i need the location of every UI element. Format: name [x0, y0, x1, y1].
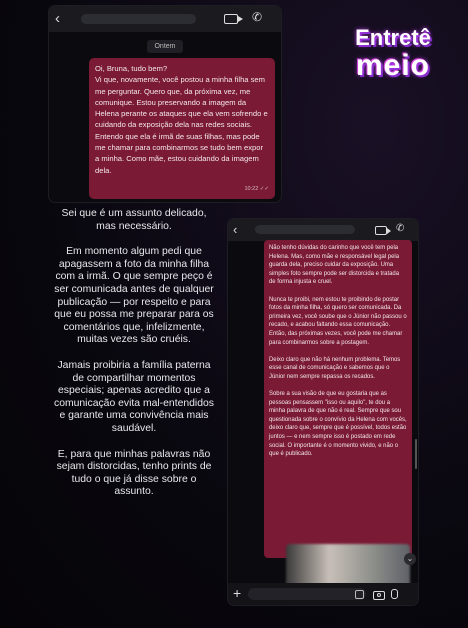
- microphone-icon[interactable]: [391, 589, 398, 599]
- message-line: Não tenho dúvidas do carinho que você tem pela Helena. Mas, como mãe e responsável legal pela guarda dela, preciso cuidar da exposição. Uma simples foto sempre pode ser distorcida e tratada de forma injusta e cruel.: [269, 245, 400, 286]
- message-input-bar: [228, 583, 418, 605]
- plus-icon[interactable]: +: [233, 585, 242, 601]
- message-line: Sobre a sua visão de que eu gostaria que as pessoas pensassem "isso ou aquilo", te dou a minha palavra de que não é real. Sempre que sou questionada sobre o convívio da Helena com vocês, deixo claro que, sempre que é possível, todos estão juntos — e nem sempre isso é postado em rede social. O importante é o momento vivido, e não o que é publicado.: [269, 391, 407, 458]
- date-chip: Ontem: [147, 40, 183, 53]
- back-icon[interactable]: ‹: [55, 10, 60, 27]
- video-call-icon[interactable]: [224, 14, 238, 24]
- message-bubble: [264, 240, 412, 558]
- phone-call-icon[interactable]: ✆: [252, 10, 263, 24]
- redacted-contact-name: [81, 14, 196, 24]
- phone-call-icon[interactable]: ✆: [396, 223, 405, 234]
- back-icon[interactable]: ‹: [233, 222, 238, 237]
- message-bubble: [89, 58, 275, 199]
- scroll-down-icon[interactable]: ⌄: [404, 553, 416, 565]
- chat-screenshot-bottom: [228, 219, 418, 605]
- message-line: Oi, Bruna, tudo bem?: [95, 64, 168, 73]
- statement-text: [54, 208, 214, 512]
- entretemeio-logo: [339, 26, 447, 88]
- message-line: Vi que, novamente, você postou a minha filha sem me perguntar. Quero que, da próxima vez, me comunique. Estou preservando a imagem da Helena perante os ataques que ela vem sofrendo e cuidando da exposição dela nas redes sociais. Entendo que ela é irmã de suas filhas, mas pode me chamar para combinarmos se tudo bem expor a minha. Como mãe, estou cuidando da imagem dela.: [95, 75, 268, 175]
- sticker-icon[interactable]: [355, 590, 364, 599]
- message-input[interactable]: [248, 588, 366, 600]
- chat-header: [228, 219, 418, 241]
- statement-paragraph: Em momento algum pedi que apagassem a foto da minha filha com a irmã. O que sempre peço é ser comunicada antes de qualquer publicação — por respeito e para que eu possa me preparar para os comentários que, infelizmente, muitas vezes são cruéis.: [54, 246, 214, 346]
- statement-paragraph: Jamais proibiria a família paterna de compartilhar momentos especiais; apenas acredito que a comunicação evita mal-entendidos e garante uma convivência mais saudável.: [54, 359, 214, 434]
- chat-screenshot-top: [49, 6, 281, 202]
- logo-line-1: Entretê: [355, 25, 431, 50]
- scrollbar[interactable]: [415, 439, 417, 469]
- logo-line-2: meio: [355, 49, 431, 82]
- redacted-contact-name: [255, 225, 355, 234]
- statement-paragraph: Sei que é um assunto delicado, mas necessário.: [61, 208, 207, 232]
- video-call-icon[interactable]: [375, 226, 387, 235]
- message-line: Deixo claro que não há nenhum problema. Temos esse canal de comunicação e sabemos que o Júnior nem sempre repassa os recados.: [269, 356, 401, 380]
- camera-icon[interactable]: [373, 591, 385, 600]
- message-time: 10:22 ✓✓: [244, 185, 269, 192]
- message-line: Nunca te proibi, nem estou te proibindo de postar fotos da minha filha, só quero ser comunicada. Da primeira vez, você soube que o Júnior não passou o recado, e acabou faltando essa comunicação. Então, das próximas vezes, você pode me chamar para combinarmos sobre a postagem.: [269, 296, 407, 346]
- statement-paragraph: E, para que minhas palavras não sejam distorcidas, tenho prints de tudo o que já disse sobre o assunto.: [56, 448, 212, 498]
- chat-header: [49, 6, 281, 32]
